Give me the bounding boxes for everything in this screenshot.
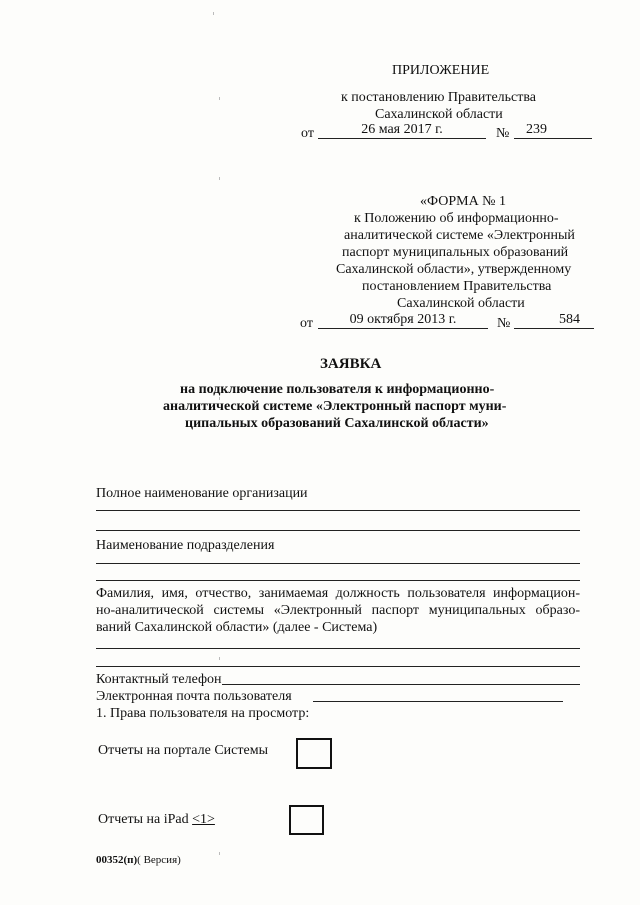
appendix-line: к постановлению Правительства (341, 90, 537, 105)
portal-reports-label: Отчеты на портале Системы (98, 743, 268, 758)
ipad-reports-label (98, 811, 215, 828)
scan-mark (213, 12, 214, 15)
rights-title: 1. Права пользователя на просмотр: (96, 706, 310, 721)
footnote-1-link[interactable]: <1> (192, 812, 215, 827)
scan-mark (219, 852, 220, 855)
email-line[interactable] (313, 701, 563, 702)
user-info-line[interactable] (96, 648, 580, 649)
user-info-label: ваний Сахалинской области» (далее - Система) (96, 620, 378, 635)
phone-line[interactable] (222, 684, 580, 685)
document-subtitle: на подключение пользователя к информационно- (180, 382, 495, 397)
footer-code (96, 854, 181, 867)
form-ref-line: паспорт муниципальных образований (342, 245, 569, 260)
portal-reports-checkbox[interactable] (296, 738, 332, 769)
form-ref-line: аналитической системе «Электронный (344, 228, 575, 243)
department-line[interactable] (96, 563, 580, 564)
form-ref-date: 09 октября 2013 г. (318, 311, 488, 329)
appendix-line: Сахалинской области (375, 107, 503, 122)
appendix-title: ПРИЛОЖЕНИЕ (392, 63, 490, 78)
form-ref-line: постановлением Правительства (362, 279, 552, 294)
ipad-reports-checkbox[interactable] (289, 805, 324, 835)
appendix-date: 26 мая 2017 г. (318, 121, 486, 139)
footer-version: ( Версия) (137, 854, 181, 866)
department-label: Наименование подразделения (96, 538, 275, 553)
appendix-number-label: № (496, 126, 510, 141)
org-name-line[interactable] (96, 510, 580, 511)
department-line[interactable] (96, 580, 580, 581)
phone-label: Контактный телефон (96, 672, 222, 687)
org-name-line[interactable] (96, 530, 580, 531)
form-ref-line: «ФОРМА № 1 (420, 194, 507, 209)
form-ref-number-label: № (497, 316, 511, 331)
user-info-line[interactable] (96, 666, 580, 667)
document-title: ЗАЯВКА (320, 356, 382, 372)
form-ref-line: Сахалинской области», утвержденному (336, 262, 572, 277)
appendix-number: 239 (514, 121, 592, 139)
scan-mark (219, 657, 220, 660)
footer-code-number: 00352(п) (96, 854, 138, 866)
scan-mark (219, 97, 220, 100)
user-info-label: но-аналитической системы «Электронный паспорт муниципальных образо- (96, 603, 580, 618)
form-ref-from-label: от (300, 316, 313, 331)
scan-mark (219, 177, 220, 180)
document-subtitle: аналитической системе «Электронный паспорт муни- (163, 399, 507, 414)
org-name-label: Полное наименование организации (96, 486, 308, 501)
form-ref-number: 584 (514, 311, 594, 329)
document-subtitle: ципальных образований Сахалинской области» (185, 416, 489, 431)
user-info-label: Фамилия, имя, отчество, занимаемая должность пользователя информацион- (96, 586, 580, 601)
form-ref-line: к Положению об информационно- (354, 211, 559, 226)
form-ref-line: Сахалинской области (397, 296, 525, 311)
email-label: Электронная почта пользователя (96, 689, 292, 704)
appendix-from-label: от (301, 126, 314, 141)
ipad-reports-label-text: Отчеты на iPad (98, 812, 189, 827)
